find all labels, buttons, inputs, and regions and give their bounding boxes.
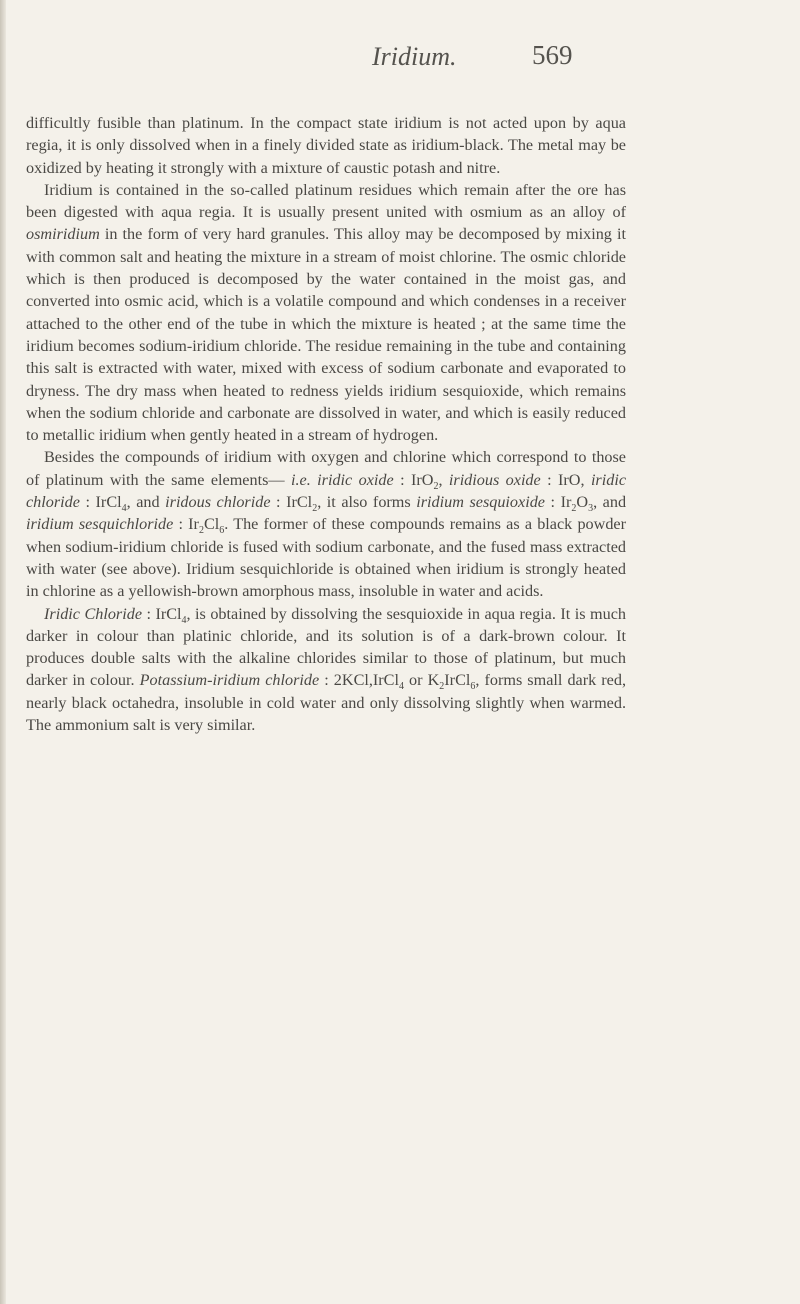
formula-ircl4-2: : IrCl	[142, 604, 182, 623]
term-potassium-iridium-chloride: Potassium-iridium chloride	[139, 671, 320, 690]
formula-iro2: : IrO	[393, 470, 434, 489]
paragraph-3-text-mid: , it also forms	[317, 493, 417, 512]
term-iridium-sesquichloride: iridium sesquichloride	[26, 515, 174, 534]
formula-ir2cl6-a: : Ir	[173, 515, 199, 534]
formula-ir2cl6-sub2: 6	[219, 525, 225, 537]
formula-ir2o3-a: : Ir	[545, 493, 572, 512]
formula-ircl4: : IrCl	[79, 493, 122, 512]
paragraph-3-text-end: . The former of these compounds remains as a black powder when sodium-iridium chloride is fused with sodium carbonate, and the fused mass extracted with water (see above). Iridium sesquichloride is obtained when iridium is strongly heated in chlorine as a yellowish-brown amorphous mass, insoluble in water and acids.	[26, 515, 627, 601]
page-number: 569	[532, 40, 573, 70]
paragraph-4-text-b: , forms small dark red, nearly black octahedra, insoluble in cold water and only dissolving slightly when warmed. The ammonium salt is very similar.	[26, 671, 626, 735]
formula-kcl-ircl4: : 2KCl,IrCl	[319, 671, 399, 690]
formula-ircl4-sub: 4	[121, 503, 127, 515]
formula-k2ircl6-b: IrCl	[444, 671, 471, 690]
paragraph-2	[26, 179, 626, 447]
formula-kcl-ircl4-sub: 4	[398, 681, 404, 693]
running-title: Iridium.	[372, 42, 457, 71]
term-iridious-oxide: iridious oxide	[448, 470, 541, 489]
paragraph-4	[26, 603, 626, 737]
formula-ircl2-sub: 2	[312, 503, 318, 515]
formula-ir2cl6-b: Cl	[203, 515, 220, 534]
separator-5: , and	[593, 493, 627, 512]
formula-k2ircl6-sub2: 6	[470, 681, 476, 693]
formula-ircl2: : IrCl	[270, 493, 313, 512]
term-iridic-chloride: iridic chloride	[26, 470, 627, 512]
term-iridic-chloride-heading: Iridic Chloride	[44, 604, 142, 623]
formula-ir2cl6-sub1: 2	[198, 525, 204, 537]
paragraph-4-text-a: , is obtained by dissolving the sesquioxide in aqua regia. It is much darker in colour than platinic chloride, and its solution is of a dark-brown colour. It produces double salts with the alkaline chlorides similar to those of platinum, but much darker in colour.	[26, 604, 626, 690]
formula-ir2o3-b: O	[576, 493, 589, 512]
paragraph-2-text-b: in the form of very hard granules. This alloy may be decomposed by mixing it with common salt and heating the mixture in a stream of moist chlorine. The osmic chloride which is then produced is decomposed by the water contained in the moist gas, and converted into osmic acid, which is a volatile compound and which condenses in a receiver attached to the other end of the tube in which the mixture is heated ; at the same time the iridium becomes sodium-iridium chloride. The residue remaining in the tube and containing this salt is extracted with water, mixed with excess of sodium carbonate and evaporated to dryness. The dry mass when heated to redness yields iridium sesquioxide, which remains when the sodium chloride and carbonate are dissolved in water, and which is easily reduced to metallic iridium when gently heated in a stream of hydrogen.	[26, 225, 626, 445]
formula-iro2-sub: 2	[433, 480, 439, 492]
separator-1: ,	[438, 470, 449, 489]
term-iridium-sesquioxide: iridium sesquioxide	[416, 493, 545, 512]
formula-ir2o3-sub2: 3	[588, 503, 594, 515]
term-iridous-chloride: iridous chloride	[165, 493, 271, 512]
paragraph-1-text: difficultly fusible than platinum. In the compact state iridium is not acted upon by aqua regia, it is only dissolved when in a finely divided state as iridium-black. The metal may be oxidized by heating it strongly with a mixture of caustic potash and nitre.	[26, 114, 626, 177]
paragraph-3-text-a: Besides the compounds of iridium with oxygen and chlorine which correspond to those of platinum with the same elements—	[26, 448, 626, 489]
formula-ircl4-2-sub: 4	[181, 614, 187, 626]
paragraph-1	[26, 112, 626, 179]
formula-k2ircl6-sub1: 2	[439, 681, 445, 693]
page-header	[0, 42, 800, 82]
page-binding-edge	[0, 0, 6, 1304]
paragraph-2-text-a: Iridium is contained in the so-called platinum residues which remain after the ore has been digested with aqua regia. It is usually present united with osmium as an alloy of	[26, 180, 626, 222]
formula-k2ircl6-a: or K	[403, 671, 440, 690]
formula-ir2o3-sub1: 2	[571, 503, 577, 515]
paragraph-3	[26, 446, 626, 602]
separator-3: , and	[126, 493, 166, 512]
term-osmiridium: osmiridium	[26, 225, 100, 244]
term-iridic-oxide: i.e. iridic oxide	[290, 470, 394, 489]
formula-iro: : IrO,	[540, 470, 591, 489]
body-text	[26, 112, 626, 736]
